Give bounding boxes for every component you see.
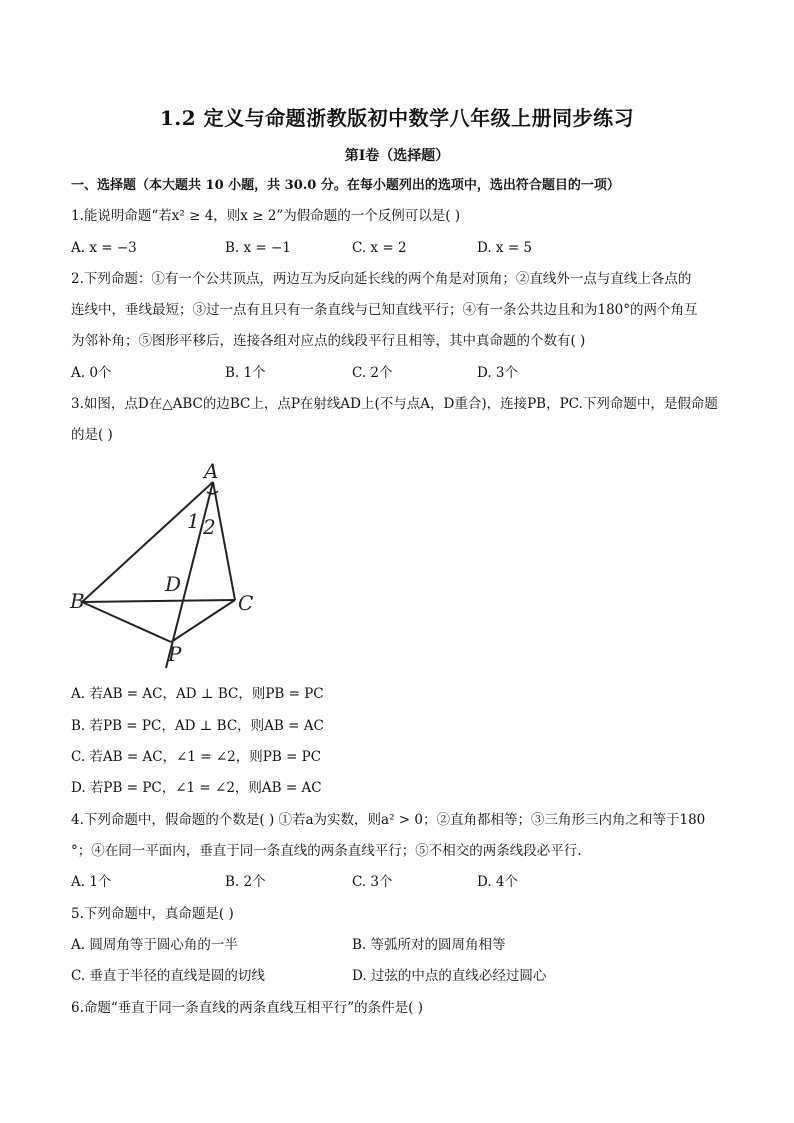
q1-option-c: C. x = 2 [352, 240, 407, 256]
angle-arc [207, 491, 218, 494]
q4-option-a: A. 1个 [71, 874, 112, 890]
question-3-line-1: 3.如图，点D在△ABC的边BC上，点P在射线AD上(不与点A，D重合)，连接PB，PC.下列命题中，是假命题 [71, 396, 718, 412]
question-2-line-3: 为邻补角；⑤图形平移后，连接各组对应点的线段平行且相等，其中真命题的个数有( ) [71, 333, 586, 349]
question-1-stem: 1.能说明命题“若x² ≥ 4，则x ≥ 2”为假命题的一个反例可以是( ) [71, 208, 461, 224]
question-6-stem: 6.命题“垂直于同一条直线的两条直线互相平行”的条件是( ) [71, 1000, 424, 1016]
q5-option-d: D. 过弦的中点的直线必经过圆心 [352, 968, 547, 984]
page-title: 1.2 定义与命题浙教版初中数学八年级上册同步练习 [159, 106, 635, 130]
point-d-label: D [165, 572, 182, 596]
segment-ab [82, 482, 213, 602]
triangle-figure [70, 458, 270, 673]
point-p-label: P [168, 642, 182, 666]
q1-option-b: B. x = −1 [225, 240, 291, 256]
q2-option-c: C. 2个 [352, 365, 393, 381]
segment-bc [82, 600, 235, 602]
segment-pb [82, 602, 171, 642]
q4-option-b: B. 2个 [225, 874, 266, 890]
q5-option-a: A. 圆周角等于圆心角的一半 [71, 937, 238, 953]
question-3-line-2: 的是( ) [71, 427, 113, 443]
q2-option-b: B. 1个 [225, 365, 266, 381]
q4-option-c: C. 3个 [352, 874, 393, 890]
q5-option-b: B. 等弧所对的圆周角相等 [352, 937, 506, 953]
point-a-label: A [204, 459, 219, 483]
q1-option-a: A. x = −3 [71, 240, 137, 256]
q2-option-d: D. 3个 [477, 365, 519, 381]
q3-option-b: B. 若PB = PC，AD ⊥ BC，则AB = AC [71, 718, 324, 734]
q2-option-a: A. 0个 [71, 365, 112, 381]
angle-2-label: 2 [203, 515, 216, 539]
question-5-stem: 5.下列命题中，真命题是( ) [71, 906, 234, 922]
q3-option-a: A. 若AB = AC，AD ⊥ BC，则PB = PC [71, 686, 324, 702]
angle-1-label: 1 [187, 509, 200, 533]
q3-option-d: D. 若PB = PC，∠1 = ∠2，则AB = AC [71, 780, 322, 796]
q1-option-d: D. x = 5 [477, 240, 533, 256]
question-2-line-2: 连线中，垂线最短；③过一点有且只有一条直线与已知直线平行；④有一条公共边且和为180°的两个角互 [71, 302, 698, 318]
section-instructions: 一、选择题（本大题共 10 小题，共 30.0 分。在每小题列出的选项中，选出符合题目的一项） [71, 178, 620, 193]
q4-option-d: D. 4个 [477, 874, 519, 890]
volume-heading: 第Ⅰ卷（选择题） [344, 148, 450, 164]
point-c-label: C [238, 591, 254, 615]
point-b-label: B [70, 589, 85, 613]
question-4-line-1: 4.下列命题中，假命题的个数是( ) ①若a为实数，则a² > 0；②直角都相等；③三角形三内角之和等于180 [71, 812, 706, 828]
q3-option-c: C. 若AB = AC，∠1 = ∠2，则PB = PC [71, 749, 322, 765]
question-2-line-1: 2.下列命题：①有一个公共顶点，两边互为反向延长线的两个角是对顶角；②直线外一点与直线上各点的 [71, 271, 692, 287]
q5-option-c: C. 垂直于半径的直线是圆的切线 [71, 968, 265, 984]
segment-ac [213, 482, 235, 600]
question-4-line-2: °；④在同一平面内，垂直于同一条直线的两条直线平行；⑤不相交的两条线段必平行. [71, 843, 582, 859]
